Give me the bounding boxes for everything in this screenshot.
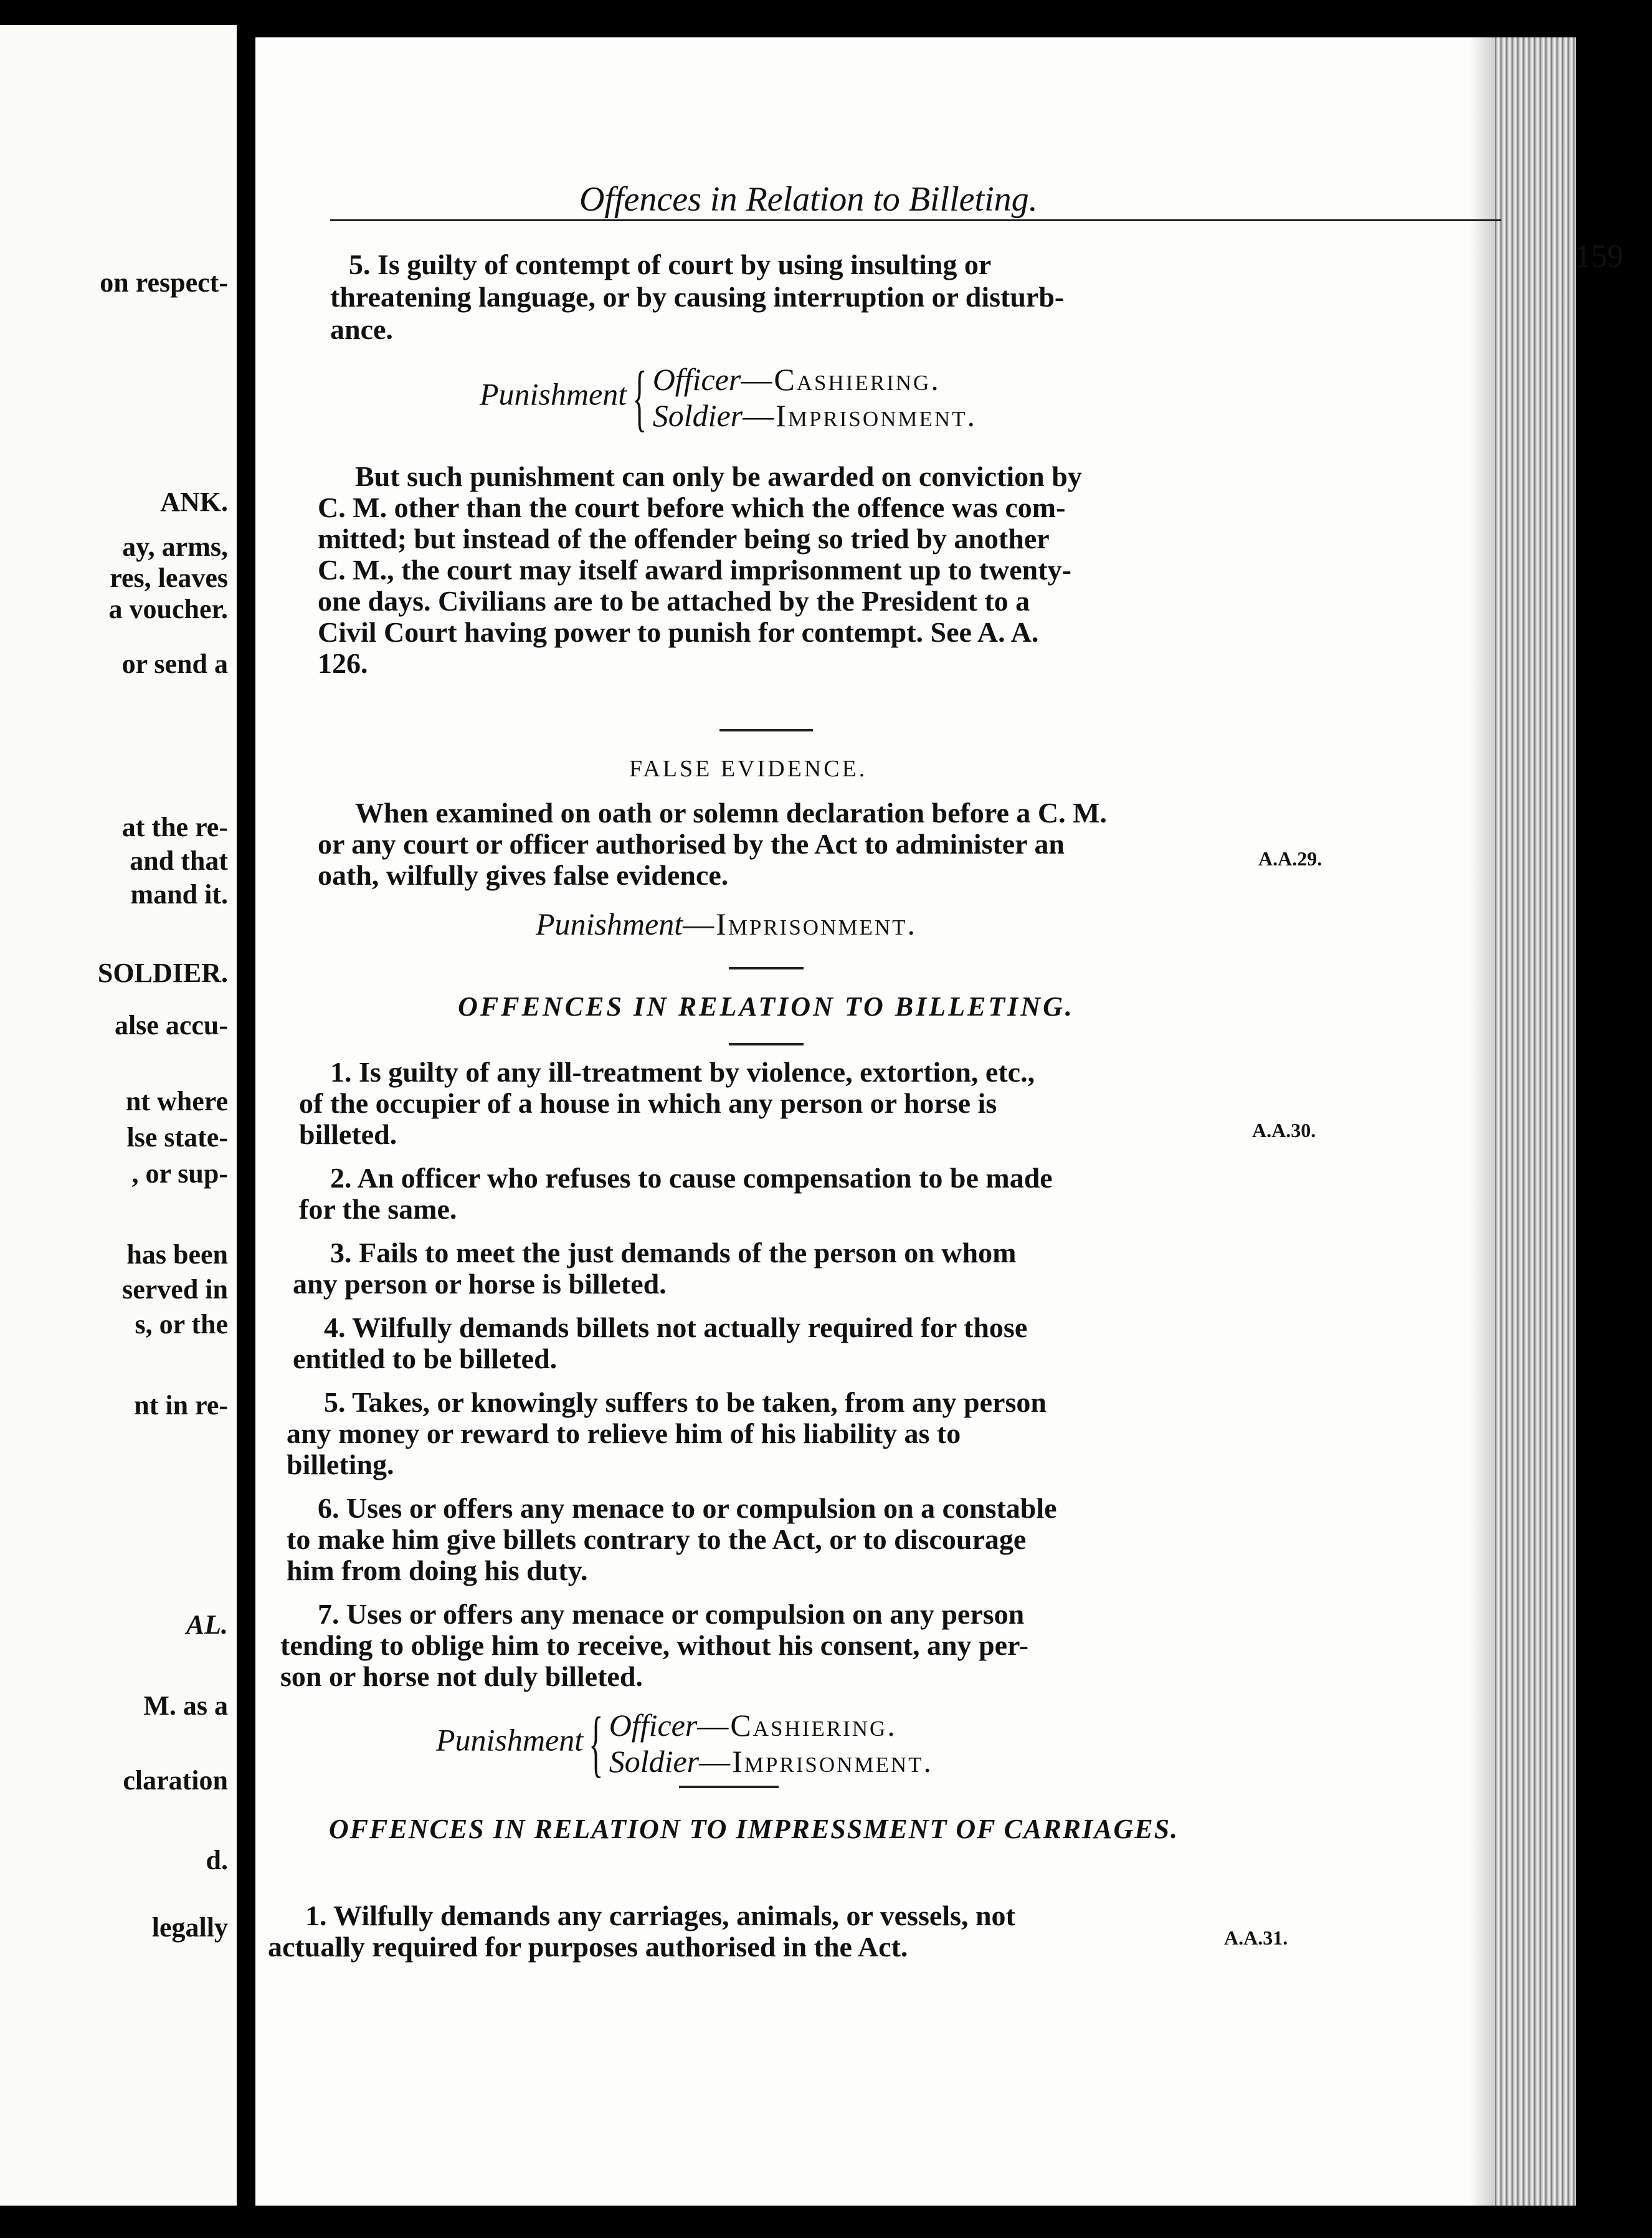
facing-page (0, 25, 237, 2206)
text-line: oath, wilfully gives false evidence. (318, 859, 729, 891)
left-text-line: res, leaves (110, 563, 228, 593)
left-text-line: , or sup- (131, 1158, 228, 1189)
soldier-penalty: —Imprisonment. (743, 398, 977, 433)
punishment-label: Punishment (436, 1722, 584, 1758)
section-rule (719, 729, 813, 731)
left-text-line: at the re- (121, 812, 228, 842)
text-line: 5. Takes, or knowingly suffers to be taken, from any person (324, 1386, 1047, 1418)
text-line: C. M., the court may itself award imprisonment up to twenty- (318, 554, 1071, 586)
left-text-line: lse state- (126, 1122, 228, 1153)
officer-penalty: —Cashiering. (697, 1708, 897, 1743)
margin-note: A.A.31. (1224, 1926, 1288, 1949)
punishment-penalty: —Imprisonment. (683, 907, 918, 941)
punishment-line (536, 906, 917, 942)
brace: { (589, 1702, 604, 1784)
section-rule (729, 1043, 804, 1045)
left-text-line: s, or the (135, 1309, 228, 1340)
text-line: C. M. other than the court before which the offence was com- (318, 492, 1066, 523)
text-line: 6. Uses or offers any menace to or compulsion on a constable (318, 1492, 1057, 1524)
text-line: 5. Is guilty of contempt of court by using insulting or (349, 249, 992, 280)
text-line: Civil Court having power to punish for contempt. See A. A. (318, 616, 1039, 648)
text-line: 7. Uses or offers any menace or compulsion on any person (318, 1598, 1025, 1630)
text-line: any person or horse is billeted. (293, 1268, 667, 1300)
text-line: But such punishment can only be awarded on conviction by (355, 460, 1082, 492)
false-evidence-title: FALSE EVIDENCE. (629, 756, 868, 782)
text-line: to make him give billets contrary to the Act, or to discourage (287, 1523, 1027, 1555)
left-text-line: legally (151, 1912, 228, 1943)
left-text-line: d. (206, 1845, 228, 1875)
brace: { (632, 356, 647, 439)
punishment-label: Punishment (536, 907, 683, 941)
soldier-label: Soldier (609, 1744, 700, 1779)
text-line: threatening language, or by causing interruption or disturb- (330, 281, 1065, 313)
left-text-line: alse accu- (114, 1010, 228, 1040)
soldier-label: Soldier (652, 398, 743, 433)
text-line: mitted; but instead of the offender being so tried by another (318, 523, 1050, 555)
margin-note: A.A.29. (1258, 847, 1322, 870)
text-line: entitled to be billeted. (293, 1343, 558, 1374)
left-text-line: served in (122, 1274, 228, 1305)
text-line: or any court or officer authorised by the Act to administer an (318, 828, 1065, 860)
left-text-line: ay, arms, (122, 531, 228, 562)
text-line: any money or reward to relieve him of his liability as to (287, 1417, 961, 1449)
text-line: When examined on oath or solemn declaration before a C. M. (355, 797, 1108, 829)
billeting-heading: OFFENCES IN RELATION TO BILLETING. (458, 991, 1075, 1022)
left-text-line: or send a (121, 649, 228, 679)
left-text-line: M. as a (143, 1690, 228, 1721)
officer-label: Officer (652, 362, 741, 397)
carriages-heading: OFFENCES IN RELATION TO IMPRESSMENT OF CARRIAGES. (328, 1814, 1179, 1844)
running-head: Offences in Relation to Billeting. (579, 180, 1038, 219)
left-text-line: and that (130, 845, 228, 876)
text-line: him from doing his duty. (287, 1555, 588, 1586)
text-line: 3. Fails to meet the just demands of the person on whom (330, 1237, 1017, 1269)
header-rule (330, 219, 1501, 221)
book-page (255, 37, 1623, 2206)
page-edges (1495, 37, 1576, 2206)
text-line: billeted. (299, 1118, 397, 1150)
officer-label: Officer (609, 1708, 698, 1743)
left-text-line: SOLDIER. (97, 958, 228, 988)
left-text-line: mand it. (130, 879, 228, 910)
page-shadow (1470, 37, 1495, 2206)
left-text-line: has been (126, 1239, 228, 1270)
left-text-line: claration (123, 1765, 228, 1796)
text-line: 4. Wilfully demands billets not actually required for those (324, 1312, 1028, 1343)
book-gutter (237, 0, 255, 2238)
text-line: of the occupier of a house in which any person or horse is (299, 1087, 997, 1119)
page-number: 159 (1575, 239, 1623, 274)
margin-note: A.A.30. (1252, 1119, 1316, 1141)
soldier-penalty: —Imprisonment. (699, 1744, 934, 1779)
text-line: ance. (330, 313, 393, 345)
text-line: tending to oblige him to receive, without his consent, any per- (280, 1629, 1029, 1661)
text-line: actually required for purposes authorised in the Act. (268, 1931, 908, 1963)
text-line: billeting. (287, 1449, 394, 1480)
text-line: 1. Is guilty of any ill-treatment by violence, extortion, etc., (330, 1056, 1035, 1088)
text-line: 1. Wilfully demands any carriages, animals, or vessels, not (305, 1900, 1015, 1931)
left-text-line: ANK. (160, 487, 228, 517)
text-line: for the same. (299, 1193, 457, 1225)
left-text-line: nt in re- (134, 1390, 228, 1421)
left-text-line: AL. (186, 1609, 228, 1640)
section-rule (729, 967, 804, 969)
punishment-label: Punishment (480, 376, 627, 412)
text-line: son or horse not duly billeted. (280, 1660, 643, 1692)
left-text-line: a voucher. (108, 594, 228, 624)
text-line: one days. Civilians are to be attached by the President to a (318, 585, 1030, 617)
left-text-line: nt where (125, 1086, 228, 1117)
text-line: 126. (318, 647, 368, 679)
text-line: 2. An officer who refuses to cause compensation to be made (330, 1162, 1053, 1194)
punishment-block (436, 1702, 934, 1784)
section-rule (679, 1786, 779, 1788)
left-text-line: on respect- (100, 267, 228, 298)
officer-penalty: —Cashiering. (741, 362, 941, 397)
punishment-block (480, 356, 977, 439)
